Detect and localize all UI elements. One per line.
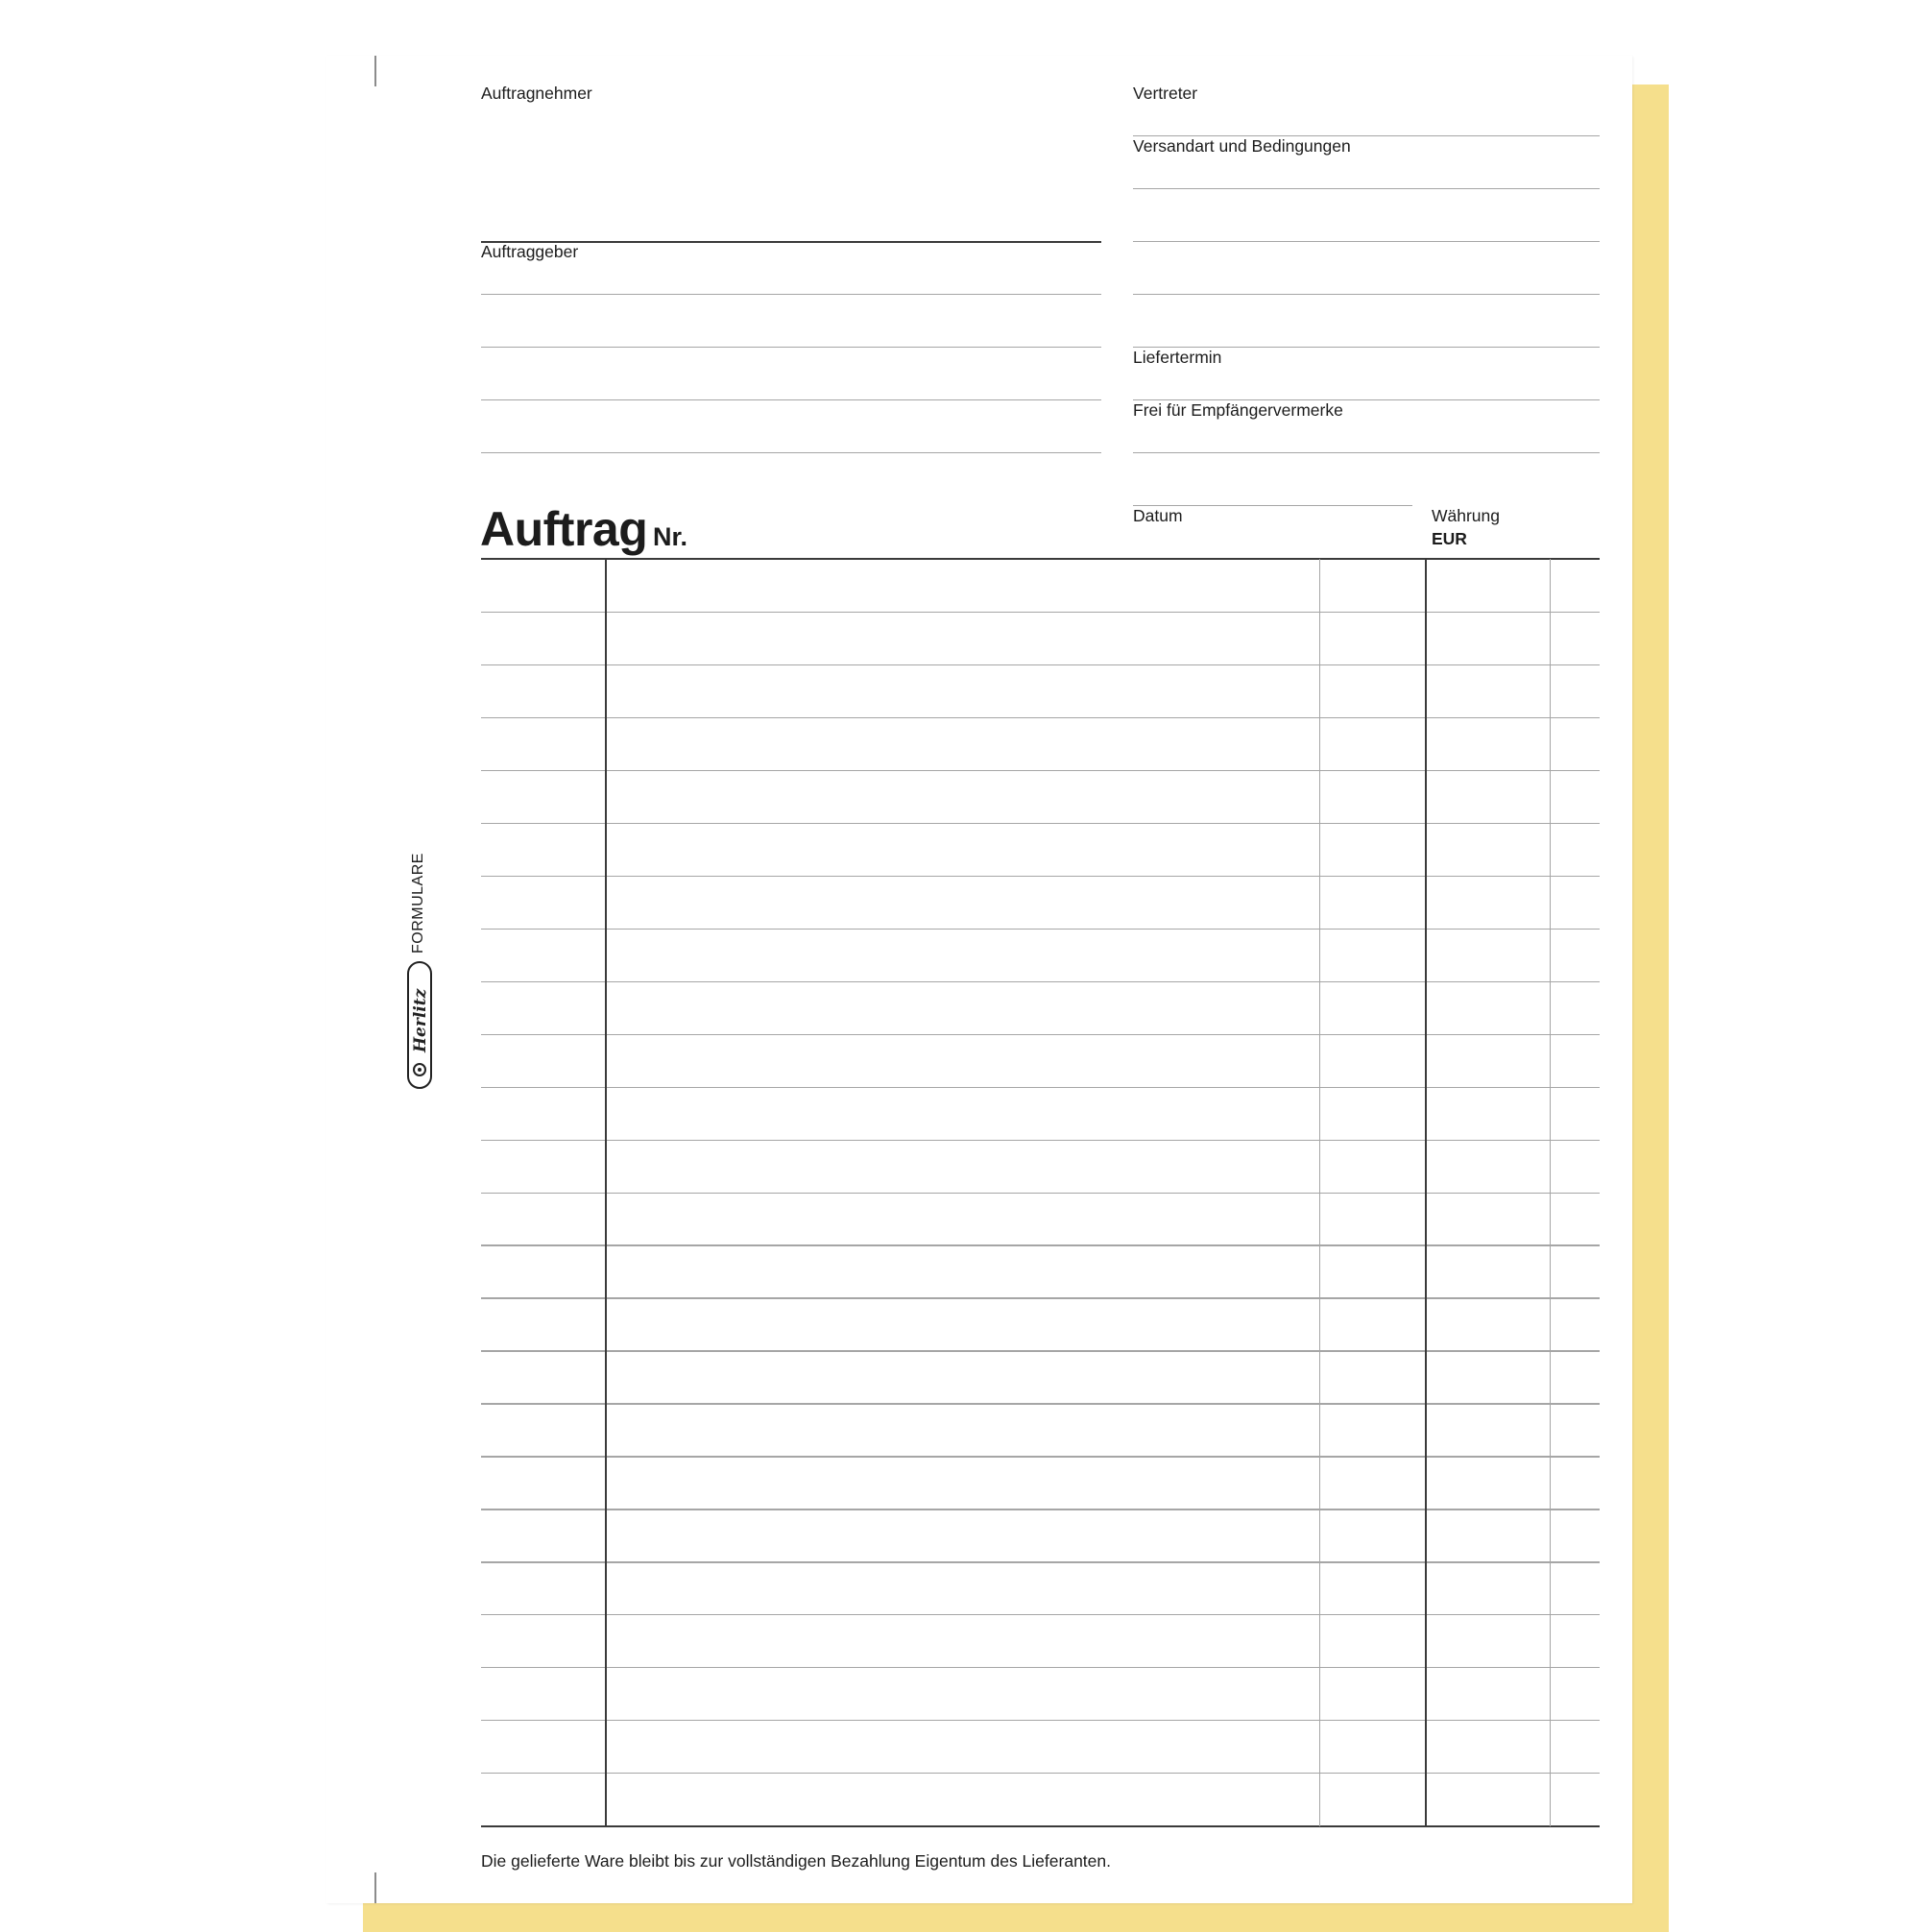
table-row-line bbox=[481, 1087, 1600, 1088]
fold-mark-bottom bbox=[374, 1872, 376, 1903]
currency-value: EUR bbox=[1432, 529, 1467, 548]
column-divider-position bbox=[605, 559, 607, 1826]
shipping-line-2 bbox=[1133, 241, 1600, 242]
form-title: Auftrag bbox=[480, 502, 648, 556]
footer-note: Die gelieferte Ware bleibt bis zur vollständigen Bezahlung Eigentum des Lieferanten. bbox=[481, 1851, 1111, 1871]
table-row-line bbox=[481, 1350, 1600, 1351]
table-row-line bbox=[481, 612, 1600, 613]
table-row-line bbox=[481, 770, 1600, 771]
table-row-line bbox=[481, 981, 1600, 982]
herlitz-logo bbox=[405, 960, 434, 1090]
table-row-line bbox=[481, 1561, 1600, 1562]
table-row-line bbox=[481, 1773, 1600, 1774]
table-row-line bbox=[481, 823, 1600, 824]
recipient-notes-line bbox=[1133, 452, 1600, 453]
table-top-border bbox=[481, 558, 1600, 560]
shipping-line-3 bbox=[1133, 294, 1600, 295]
fold-mark-top bbox=[374, 56, 376, 86]
table-row-line bbox=[481, 876, 1600, 877]
table-bottom-border bbox=[481, 1825, 1600, 1827]
table-row-line bbox=[481, 1034, 1600, 1035]
shipping-line-1 bbox=[1133, 188, 1600, 189]
table-row-line bbox=[481, 1456, 1600, 1457]
column-divider-quantity bbox=[1319, 559, 1320, 1826]
series-label: FORMULARE bbox=[410, 853, 426, 954]
client-line-3 bbox=[481, 399, 1101, 400]
table-row-line bbox=[481, 929, 1600, 930]
representative-label: Vertreter bbox=[1133, 84, 1198, 103]
table-row-line bbox=[481, 1244, 1600, 1245]
table-row-line bbox=[481, 717, 1600, 718]
table-row-line bbox=[481, 1297, 1600, 1298]
table-row-line bbox=[481, 1403, 1600, 1404]
table-row-line bbox=[481, 664, 1600, 665]
client-line-2 bbox=[481, 347, 1101, 348]
date-label: Datum bbox=[1133, 506, 1183, 525]
contractor-label: Auftragnehmer bbox=[481, 84, 592, 103]
currency-label: Währung bbox=[1432, 506, 1501, 525]
brand-name: Herlitz bbox=[411, 988, 430, 1052]
shipping-label: Versandart und Bedingungen bbox=[1133, 136, 1351, 156]
column-divider-price bbox=[1425, 559, 1427, 1826]
client-line-1 bbox=[481, 294, 1101, 295]
form-number-label: Nr. bbox=[653, 522, 688, 551]
table-row-line bbox=[481, 1193, 1600, 1194]
table-row-line bbox=[481, 1667, 1600, 1668]
table-row-line bbox=[481, 1720, 1600, 1721]
client-line-4 bbox=[481, 452, 1101, 453]
table-row-line bbox=[481, 1614, 1600, 1615]
form-sheet bbox=[326, 56, 1632, 1903]
delivery-date-label: Liefertermin bbox=[1133, 348, 1222, 367]
table-row-line bbox=[481, 1140, 1600, 1141]
column-divider-cents bbox=[1550, 559, 1551, 1826]
recipient-notes-label: Frei für Empfängervermerke bbox=[1133, 400, 1343, 420]
client-label: Auftraggeber bbox=[481, 242, 579, 261]
